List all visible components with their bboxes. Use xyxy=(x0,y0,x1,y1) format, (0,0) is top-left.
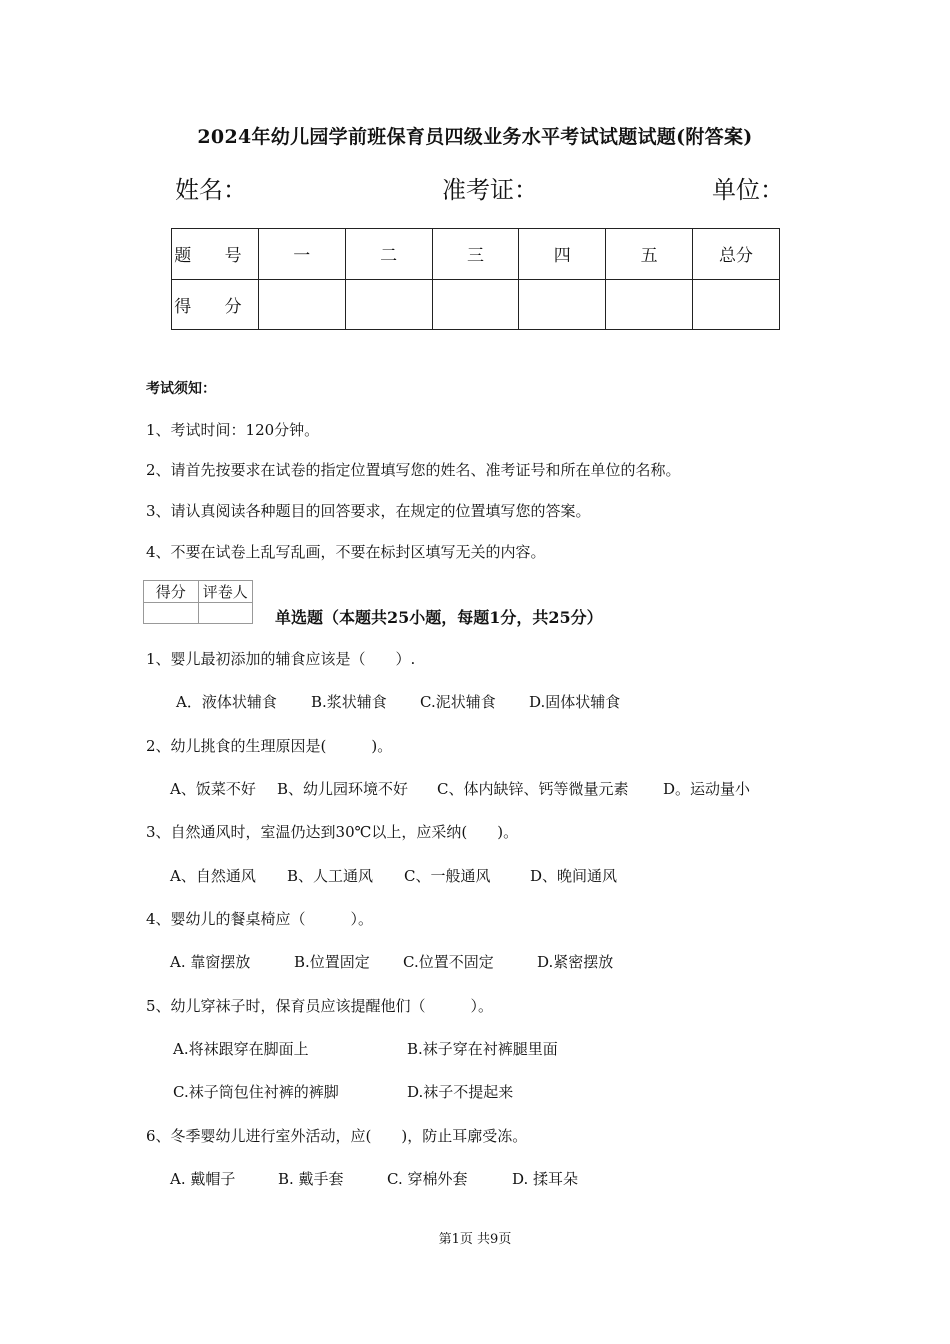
score-header-col-4: 四 xyxy=(519,229,606,280)
notice-item: 1、考试时间：120分钟。 xyxy=(146,421,320,439)
notice-item: 2、请首先按要求在试卷的指定位置填写您的姓名、准考证号和所在单位的名称。 xyxy=(146,461,681,479)
score-cell-5 xyxy=(606,279,693,330)
unit-field-label: 单位： xyxy=(712,176,784,204)
score-header-label: 题 号 xyxy=(172,229,259,280)
option: A、自然通风 xyxy=(170,867,256,885)
score-cell-3 xyxy=(432,279,519,330)
option: A．液体状辅食 xyxy=(176,693,277,711)
notice-item: 3、请认真阅读各种题目的回答要求，在规定的位置填写您的答案。 xyxy=(146,502,591,520)
option: D.袜子不提起来 xyxy=(407,1083,514,1101)
grader-box xyxy=(143,580,253,624)
score-header-col-3: 三 xyxy=(432,229,519,280)
option: B.袜子穿在衬裤腿里面 xyxy=(407,1040,558,1058)
option: C. 穿棉外套 xyxy=(387,1170,468,1188)
notice-title: 考试须知： xyxy=(146,381,216,397)
option: B. 戴手套 xyxy=(278,1170,344,1188)
question-stem: 2、幼儿挑食的生理原因是( )。 xyxy=(146,737,393,755)
score-cell-2 xyxy=(345,279,432,330)
option: D.紧密摆放 xyxy=(537,953,614,971)
option: A. 靠窗摆放 xyxy=(170,953,251,971)
score-row-label: 得 分 xyxy=(172,279,259,330)
option: C、一般通风 xyxy=(404,867,491,885)
score-cell-4 xyxy=(519,279,606,330)
question-stem: 3、自然通风时，室温仍达到30℃以上，应采纳( )。 xyxy=(146,823,519,841)
option: A.将袜跟穿在脚面上 xyxy=(173,1040,309,1058)
grader-name-label: 评卷人 xyxy=(198,581,253,603)
score-header-col-2: 二 xyxy=(345,229,432,280)
question-stem: 6、冬季婴幼儿进行室外活动，应( )，防止耳廓受冻。 xyxy=(146,1127,528,1145)
option: C.泥状辅食 xyxy=(420,693,496,711)
option: C.袜子筒包住衬裤的裤脚 xyxy=(173,1083,339,1101)
score-cell-1 xyxy=(258,279,345,330)
option: B.位置固定 xyxy=(294,953,370,971)
score-table xyxy=(171,228,780,330)
grader-score-label: 得分 xyxy=(144,581,199,603)
section-title: 单选题（本题共25小题，每题1分，共25分） xyxy=(275,608,603,627)
score-header-col-1: 一 xyxy=(258,229,345,280)
question-stem: 1、婴儿最初添加的辅食应该是（ ）. xyxy=(146,650,416,668)
page-title: 2024年幼儿园学前班保育员四级业务水平考试试题试题(附答案) xyxy=(197,126,753,148)
question-stem: 4、婴幼儿的餐桌椅应（ ）。 xyxy=(146,910,374,928)
score-header-col-5: 五 xyxy=(606,229,693,280)
name-field-label: 姓名： xyxy=(175,176,247,204)
option: C、体内缺锌、钙等微量元素 xyxy=(437,780,629,798)
option: B、人工通风 xyxy=(287,867,374,885)
option: D、晚间通风 xyxy=(530,867,618,885)
question-stem: 5、幼儿穿袜子时，保育员应该提醒他们（ ）。 xyxy=(146,997,494,1015)
page-footer: 第1页 共9页 xyxy=(438,1232,512,1247)
score-table-value-row xyxy=(172,279,780,330)
option: A、饭菜不好 xyxy=(170,780,256,798)
option: D.固体状辅食 xyxy=(529,693,621,711)
grader-name-cell xyxy=(198,603,253,624)
option: C.位置不固定 xyxy=(403,953,494,971)
option: A. 戴帽子 xyxy=(170,1170,236,1188)
score-cell-total xyxy=(693,279,780,330)
option: B、幼儿园环境不好 xyxy=(277,780,409,798)
score-header-total: 总分 xyxy=(693,229,780,280)
option: D. 揉耳朵 xyxy=(512,1170,579,1188)
option: B.浆状辅食 xyxy=(311,693,387,711)
grader-score-cell xyxy=(144,603,199,624)
option: D。运动量小 xyxy=(663,780,751,798)
notice-item: 4、不要在试卷上乱写乱画，不要在标封区填写无关的内容。 xyxy=(146,543,546,561)
score-table-header-row xyxy=(172,229,780,280)
exam-id-field-label: 准考证： xyxy=(442,176,538,204)
